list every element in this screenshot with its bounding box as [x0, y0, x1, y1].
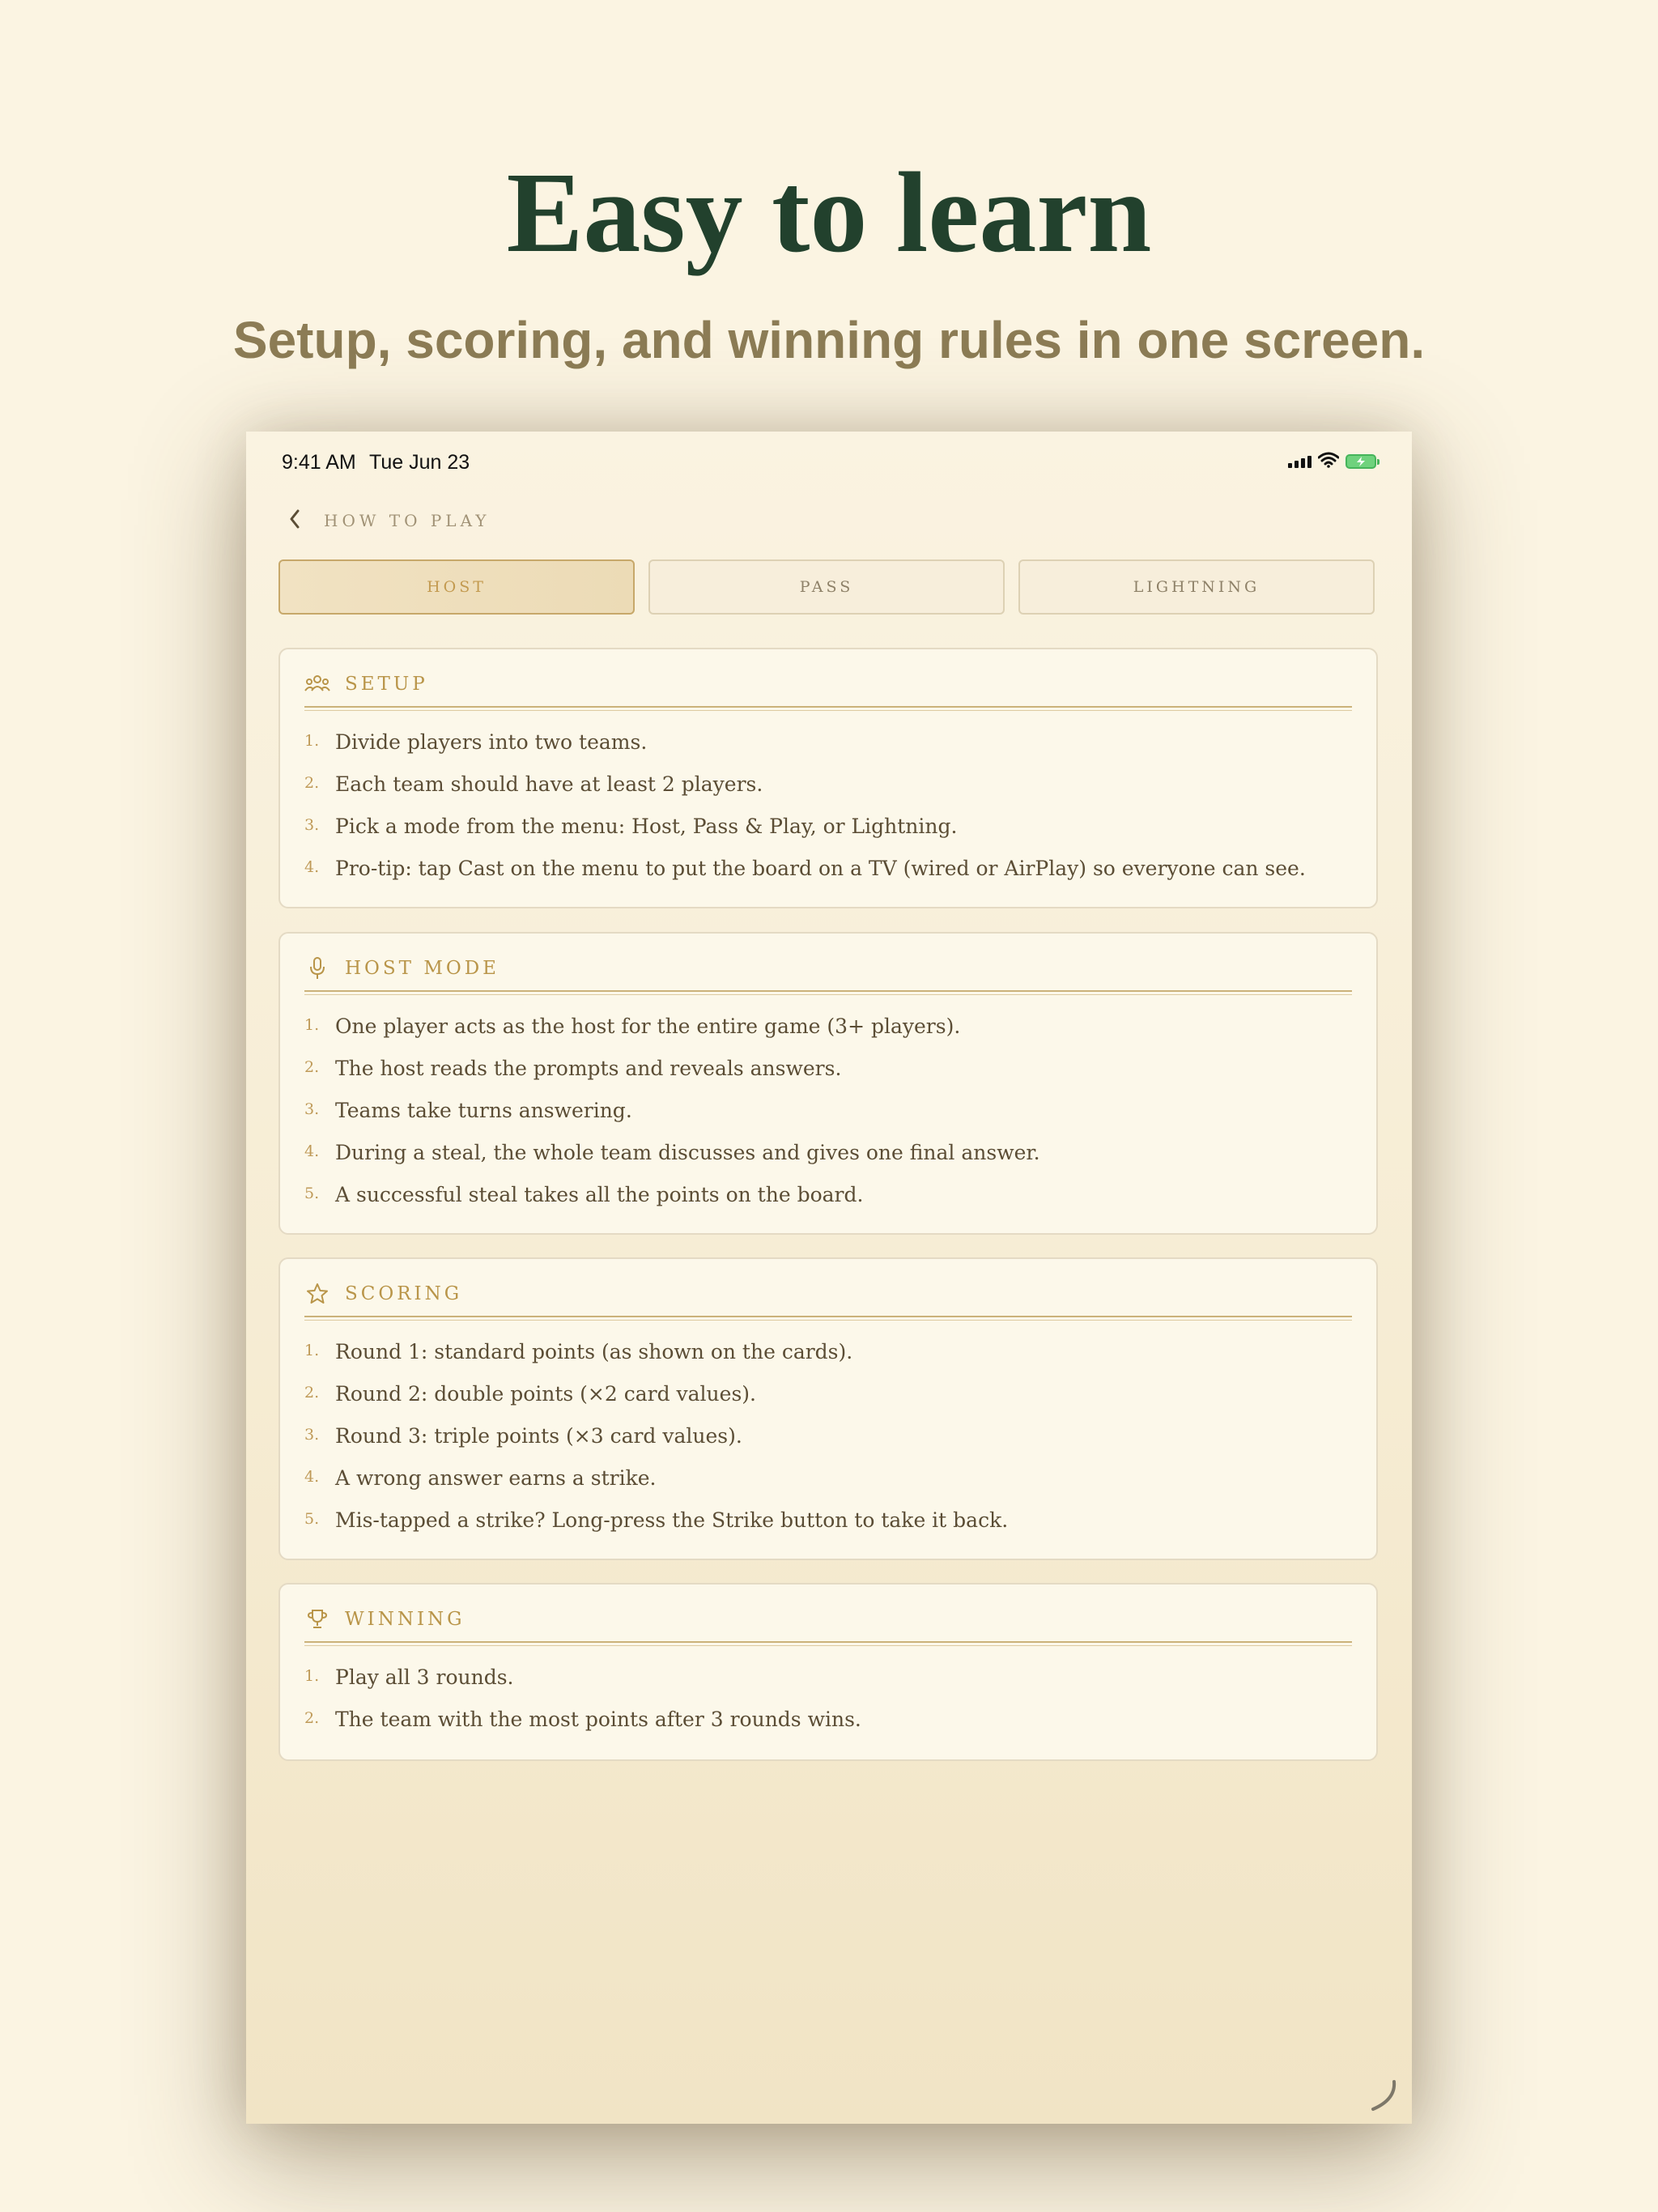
rule-list [304, 727, 1352, 895]
rule-number: 4. [304, 1468, 320, 1486]
divider [304, 1641, 1352, 1646]
section-title: HOST MODE [345, 958, 500, 979]
star-icon [304, 1281, 330, 1307]
chevron-left-icon [288, 508, 301, 533]
nav-bar [278, 496, 490, 545]
rule-text: A successful steal takes all the points on the board. [335, 1183, 864, 1206]
rule-number: 1. [304, 732, 320, 750]
rule-number: 2. [304, 1709, 320, 1727]
divider [304, 706, 1352, 711]
list-item [304, 1505, 1352, 1547]
rule-number: 1. [304, 1342, 320, 1359]
rule-text: Round 1: standard points (as shown on the cards). [335, 1340, 853, 1363]
section-title: WINNING [345, 1609, 466, 1630]
rule-list [304, 1662, 1352, 1746]
list-item [304, 1337, 1352, 1379]
rule-number: 3. [304, 816, 320, 834]
list-item [304, 1053, 1352, 1095]
section-header [304, 666, 428, 703]
rule-number: 2. [304, 1384, 320, 1402]
rule-text: Round 3: triple points (×3 card values). [335, 1424, 742, 1448]
nav-title: HOW TO PLAY [324, 511, 491, 530]
section-header [304, 1275, 462, 1312]
rule-text: Teams take turns answering. [335, 1099, 632, 1122]
list-item [304, 1463, 1352, 1505]
section-scoring [278, 1257, 1378, 1560]
rule-text: A wrong answer earns a strike. [335, 1466, 657, 1490]
list-item [304, 1095, 1352, 1138]
divider [304, 990, 1352, 995]
section-winning [278, 1583, 1378, 1761]
tab-lightning[interactable]: LIGHTNING [1018, 559, 1375, 615]
rule-text: During a steal, the whole team discusses and gives one final answer. [335, 1141, 1040, 1164]
mode-tabs [278, 559, 1378, 616]
rule-number: 2. [304, 774, 320, 792]
tab-pass[interactable]: PASS [648, 559, 1005, 615]
list-item [304, 1180, 1352, 1222]
status-bar [282, 443, 1376, 482]
rule-text: Round 2: double points (×2 card values). [335, 1382, 756, 1406]
list-item [304, 769, 1352, 811]
rule-text: Each team should have at least 2 players. [335, 772, 763, 796]
rule-text: Play all 3 rounds. [335, 1665, 514, 1689]
rule-text: The host reads the prompts and reveals answers. [335, 1057, 842, 1080]
rule-number: 5. [304, 1185, 320, 1202]
rule-number: 4. [304, 858, 320, 876]
rule-list [304, 1011, 1352, 1222]
section-title: SETUP [345, 674, 428, 695]
device-screen [246, 432, 1412, 2124]
rule-list [304, 1337, 1352, 1547]
list-item [304, 1011, 1352, 1053]
rule-number: 2. [304, 1058, 320, 1076]
rule-text: Mis-tapped a strike? Long-press the Strike button to take it back. [335, 1508, 1009, 1532]
wifi-icon [1318, 450, 1339, 474]
spinner-icon [1362, 2075, 1402, 2116]
trophy-icon [304, 1606, 330, 1632]
list-item [304, 1704, 1352, 1746]
rule-number: 4. [304, 1142, 320, 1160]
divider [304, 1316, 1352, 1321]
rule-text: One player acts as the host for the entire game (3+ players). [335, 1015, 961, 1038]
rule-number: 5. [304, 1510, 320, 1528]
rule-text: Pro-tip: tap Cast on the menu to put the board on a TV (wired or AirPlay) so everyone can see. [335, 857, 1306, 880]
status-date: Tue Jun 23 [369, 451, 470, 474]
rule-number: 3. [304, 1100, 320, 1118]
section-header [304, 1601, 466, 1638]
list-item [304, 1379, 1352, 1421]
rule-number: 3. [304, 1426, 320, 1444]
battery-charging-icon [1346, 454, 1376, 469]
marketing-subheadline: Setup, scoring, and winning rules in one screen. [232, 311, 1426, 369]
section-title: SCORING [345, 1283, 463, 1304]
list-item [304, 727, 1352, 769]
players-icon [304, 671, 330, 697]
microphone-icon [304, 955, 330, 981]
status-time: 9:41 AM [282, 451, 356, 474]
section-setup [278, 648, 1378, 908]
status-icons [1288, 449, 1376, 474]
signal-icon [1288, 455, 1312, 468]
rule-text: Pick a mode from the menu: Host, Pass & Play, or Lightning. [335, 815, 958, 838]
list-item [304, 1421, 1352, 1463]
list-item [304, 853, 1352, 895]
rule-number: 1. [304, 1667, 320, 1685]
list-item [304, 1662, 1352, 1704]
tab-host[interactable]: HOST [278, 559, 635, 615]
rule-number: 1. [304, 1016, 320, 1034]
marketing-headline: Easy to learn [506, 148, 1152, 276]
back-button[interactable] [278, 496, 311, 545]
rule-text: Divide players into two teams. [335, 730, 648, 754]
section-header [304, 950, 500, 987]
rule-text: The team with the most points after 3 rounds wins. [335, 1708, 861, 1731]
list-item [304, 1138, 1352, 1180]
section-host-mode [278, 932, 1378, 1235]
list-item [304, 811, 1352, 853]
